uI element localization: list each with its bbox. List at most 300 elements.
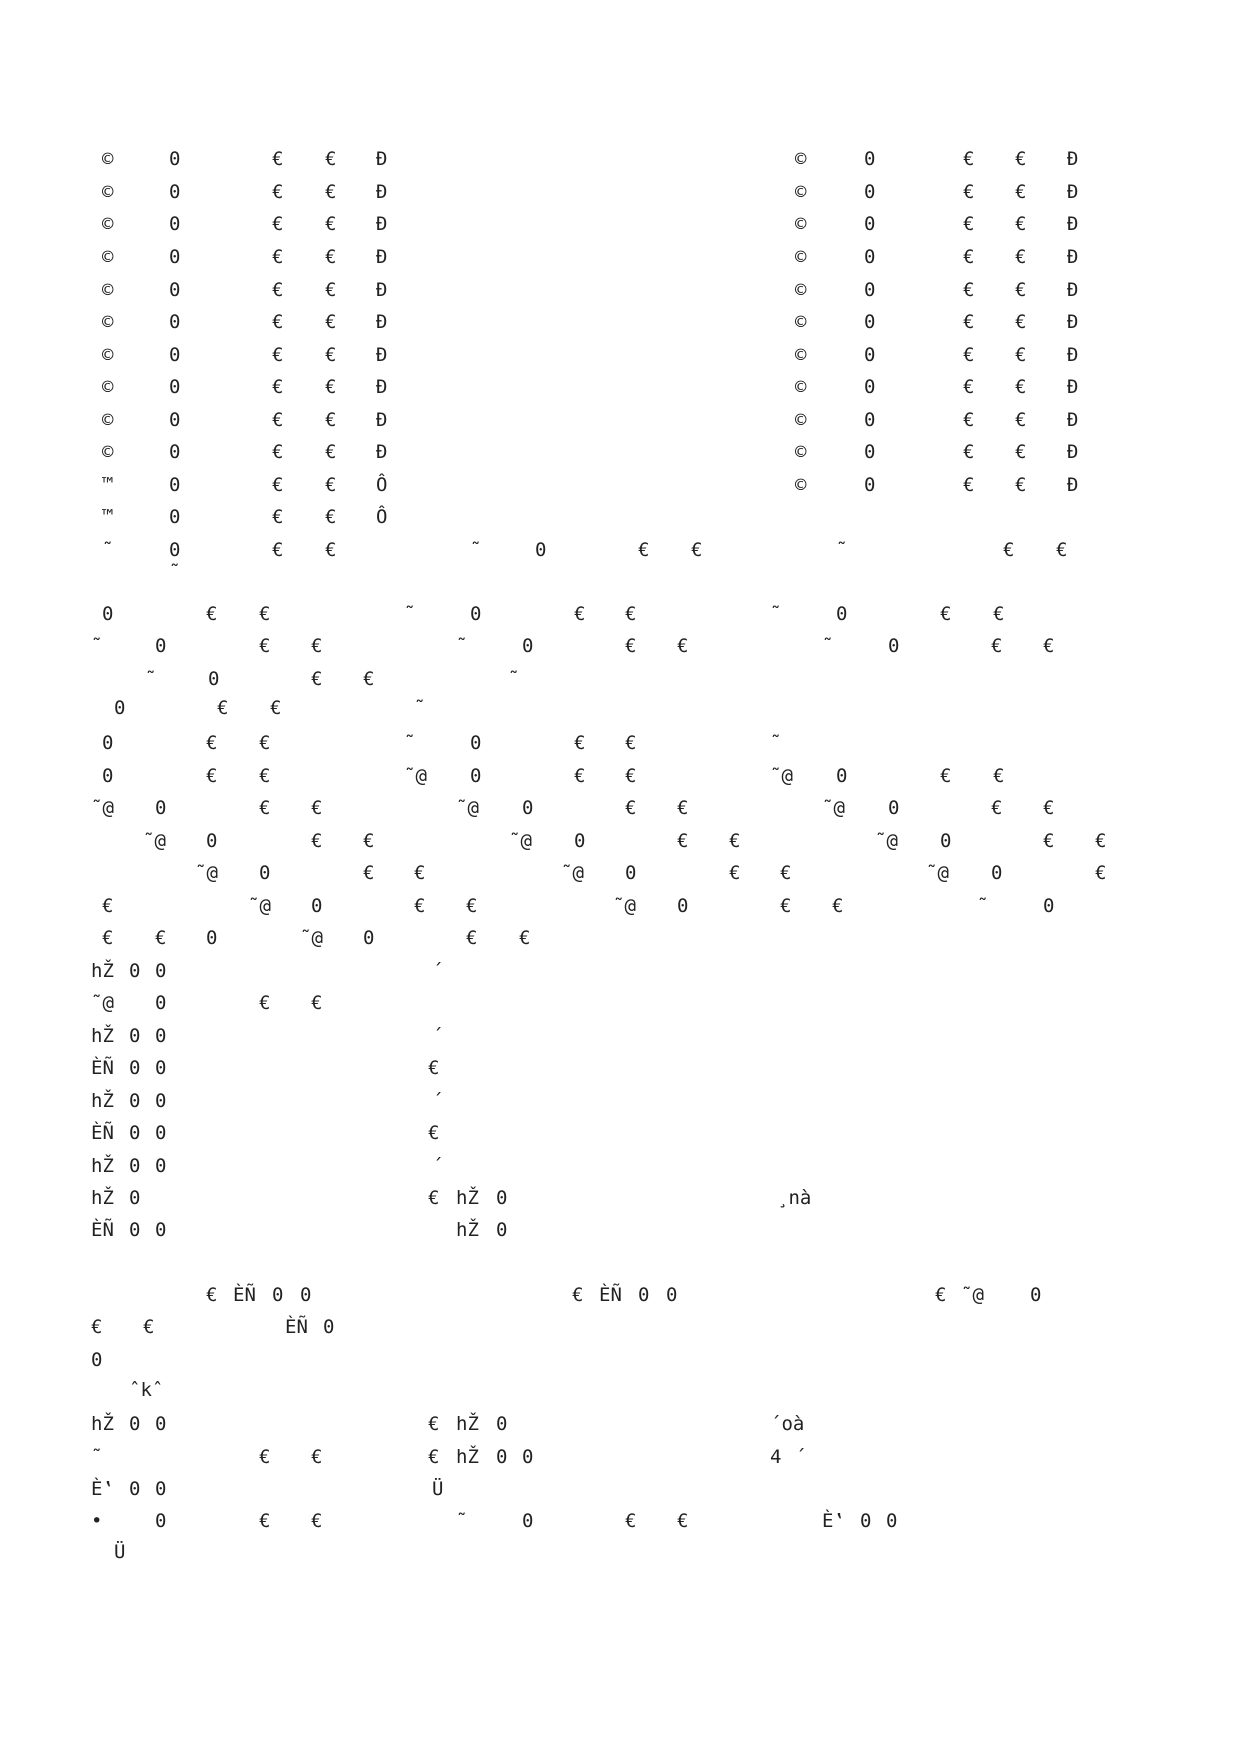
glyph: € — [272, 506, 284, 528]
glyph: € — [259, 797, 271, 819]
glyph: ˜ — [456, 1510, 468, 1532]
glyph: ˆkˆ — [129, 1379, 164, 1401]
glyph: € — [363, 862, 375, 884]
glyph: € — [1015, 311, 1027, 333]
glyph: € — [272, 376, 284, 398]
glyph: ˜ — [91, 1446, 103, 1468]
glyph: Ð — [376, 441, 388, 463]
glyph: € — [574, 603, 586, 625]
glyph: hŽ — [91, 960, 114, 982]
glyph: 0 — [169, 148, 181, 170]
glyph: € — [625, 1510, 637, 1532]
glyph: € — [272, 213, 284, 235]
glyph: € — [259, 1510, 271, 1532]
glyph: 0 — [864, 213, 876, 235]
glyph: € — [729, 862, 741, 884]
glyph: hŽ — [91, 1025, 114, 1047]
glyph: € — [325, 409, 337, 431]
glyph: € — [206, 732, 218, 754]
glyph: 0 — [169, 441, 181, 463]
glyph: € — [1043, 830, 1055, 852]
glyph: 0 — [129, 1122, 141, 1144]
glyph: € — [935, 1284, 947, 1306]
glyph: € — [832, 895, 844, 917]
glyph: 0 — [638, 1284, 650, 1306]
glyph: • — [91, 1510, 103, 1532]
glyph: 0 — [155, 1510, 167, 1532]
glyph: 0 — [169, 539, 181, 561]
glyph: 0 — [155, 1122, 167, 1144]
glyph: 0 — [169, 376, 181, 398]
glyph: ˜ — [169, 561, 181, 583]
glyph: 0 — [91, 1349, 103, 1371]
glyph: € — [428, 1446, 440, 1468]
glyph: € — [272, 181, 284, 203]
glyph: ÈÑ — [285, 1316, 308, 1338]
glyph: ˜@ — [300, 927, 323, 949]
glyph: € — [574, 765, 586, 787]
glyph: ´oà — [770, 1413, 805, 1435]
glyph: Ð — [1067, 441, 1079, 463]
glyph: Ð — [1067, 148, 1079, 170]
glyph: 0 — [860, 1510, 872, 1532]
glyph: ÈÑ — [91, 1057, 114, 1079]
glyph: € — [363, 668, 375, 690]
glyph: Ð — [1067, 181, 1079, 203]
glyph: € — [414, 862, 426, 884]
glyph: © — [102, 148, 114, 170]
glyph: Ð — [1067, 376, 1079, 398]
glyph: ¸nà — [777, 1187, 812, 1209]
glyph: Ü — [432, 1478, 444, 1500]
glyph: ÈÑ — [91, 1219, 114, 1241]
glyph: € — [963, 409, 975, 431]
glyph: ˜ — [145, 668, 157, 690]
glyph: € — [1015, 148, 1027, 170]
glyph: 0 — [864, 181, 876, 203]
glyph: Ð — [1067, 213, 1079, 235]
glyph: € — [940, 765, 952, 787]
glyph: 0 — [129, 1219, 141, 1241]
glyph: ˜ — [977, 895, 989, 917]
glyph: ˜ — [836, 539, 848, 561]
glyph: € — [325, 181, 337, 203]
glyph: 0 — [129, 1187, 141, 1209]
glyph: ˜ — [404, 603, 416, 625]
glyph: € — [206, 1284, 218, 1306]
glyph: 0 — [129, 960, 141, 982]
glyph: € — [325, 441, 337, 463]
glyph: 0 — [129, 1413, 141, 1435]
glyph: € — [311, 1510, 323, 1532]
glyph: 0 — [155, 1155, 167, 1177]
glyph: © — [102, 344, 114, 366]
glyph: 0 — [625, 862, 637, 884]
glyph: 0 — [169, 344, 181, 366]
glyph: € — [206, 765, 218, 787]
glyph: 0 — [208, 668, 220, 690]
glyph: © — [795, 148, 807, 170]
glyph: 0 — [169, 474, 181, 496]
glyph: 0 — [155, 960, 167, 982]
glyph: 0 — [129, 1155, 141, 1177]
glyph: 0 — [836, 765, 848, 787]
glyph: Ð — [1067, 311, 1079, 333]
glyph: 0 — [169, 213, 181, 235]
glyph: € — [325, 311, 337, 333]
glyph: € — [993, 765, 1005, 787]
glyph: ´ — [432, 1090, 444, 1112]
glyph: € — [1095, 830, 1107, 852]
glyph: hŽ — [456, 1413, 479, 1435]
glyph: € — [519, 927, 531, 949]
glyph: € — [1003, 539, 1015, 561]
glyph: 0 — [864, 474, 876, 496]
glyph: © — [102, 181, 114, 203]
glyph: 0 — [129, 1025, 141, 1047]
glyph: € — [1015, 246, 1027, 268]
glyph: € — [325, 474, 337, 496]
glyph: È‛ — [91, 1478, 114, 1500]
glyph: € — [780, 862, 792, 884]
glyph: € — [991, 797, 1003, 819]
glyph: € — [1043, 797, 1055, 819]
glyph: 0 — [114, 697, 126, 719]
glyph: 0 — [155, 1057, 167, 1079]
glyph: ˜@ — [456, 797, 479, 819]
glyph: € — [270, 697, 282, 719]
glyph: ˜@ — [404, 765, 427, 787]
glyph: hŽ — [91, 1090, 114, 1112]
glyph: € — [677, 635, 689, 657]
glyph: € — [217, 697, 229, 719]
glyph: hŽ — [456, 1446, 479, 1468]
glyph: hŽ — [456, 1187, 479, 1209]
glyph: 0 — [169, 409, 181, 431]
glyph: € — [1095, 862, 1107, 884]
glyph: © — [795, 344, 807, 366]
glyph: ˜@ — [770, 765, 793, 787]
glyph: © — [795, 213, 807, 235]
glyph: 0 — [470, 603, 482, 625]
glyph: 4 — [770, 1446, 782, 1468]
glyph: 0 — [522, 1510, 534, 1532]
glyph: ÈÑ — [233, 1284, 256, 1306]
glyph: 0 — [129, 1478, 141, 1500]
glyph: € — [572, 1284, 584, 1306]
glyph: ˜@ — [961, 1284, 984, 1306]
glyph: € — [677, 797, 689, 819]
glyph: € — [780, 895, 792, 917]
glyph: 0 — [155, 1025, 167, 1047]
glyph: © — [795, 441, 807, 463]
glyph: 0 — [300, 1284, 312, 1306]
glyph: 0 — [836, 603, 848, 625]
glyph: ˜ — [102, 539, 114, 561]
glyph: ™ — [102, 506, 114, 528]
glyph: € — [677, 1510, 689, 1532]
glyph: 0 — [991, 862, 1003, 884]
glyph: 0 — [886, 1510, 898, 1532]
glyph: € — [1043, 635, 1055, 657]
glyph: È‛ — [822, 1510, 845, 1532]
glyph: ˜@ — [613, 895, 636, 917]
glyph: © — [795, 279, 807, 301]
glyph: ˜@ — [195, 862, 218, 884]
glyph: € — [1015, 344, 1027, 366]
glyph: 0 — [864, 376, 876, 398]
glyph: 0 — [169, 311, 181, 333]
glyph: € — [143, 1316, 155, 1338]
glyph: ´ — [432, 960, 444, 982]
glyph: € — [272, 474, 284, 496]
glyph: 0 — [169, 279, 181, 301]
glyph: € — [466, 927, 478, 949]
glyph: 0 — [940, 830, 952, 852]
glyph: 0 — [522, 635, 534, 657]
glyph: € — [691, 539, 703, 561]
glyph: hŽ — [456, 1219, 479, 1241]
glyph: € — [325, 506, 337, 528]
glyph: Ð — [376, 213, 388, 235]
glyph: ´ — [795, 1446, 807, 1468]
glyph: © — [795, 409, 807, 431]
glyph: © — [795, 246, 807, 268]
glyph: ˜ — [770, 603, 782, 625]
glyph: 0 — [470, 765, 482, 787]
glyph: © — [102, 213, 114, 235]
glyph: € — [259, 603, 271, 625]
glyph: 0 — [864, 246, 876, 268]
glyph: ˜@ — [509, 830, 532, 852]
glyph: ˜@ — [91, 797, 114, 819]
glyph: € — [102, 927, 114, 949]
glyph: 0 — [574, 830, 586, 852]
glyph: € — [272, 441, 284, 463]
glyph: hŽ — [91, 1155, 114, 1177]
glyph: ˜ — [822, 635, 834, 657]
glyph: 0 — [864, 441, 876, 463]
glyph: € — [311, 635, 323, 657]
glyph: 0 — [864, 344, 876, 366]
glyph: ˜@ — [91, 992, 114, 1014]
glyph: © — [795, 474, 807, 496]
glyph: € — [1015, 279, 1027, 301]
glyph: ˜@ — [561, 862, 584, 884]
glyph: € — [325, 344, 337, 366]
glyph: € — [428, 1413, 440, 1435]
glyph: 0 — [155, 635, 167, 657]
glyph: € — [638, 539, 650, 561]
glyph: € — [993, 603, 1005, 625]
glyph: 0 — [864, 409, 876, 431]
glyph: € — [729, 830, 741, 852]
glyph: € — [625, 765, 637, 787]
glyph: ˜ — [91, 635, 103, 657]
glyph: © — [102, 246, 114, 268]
glyph: 0 — [888, 635, 900, 657]
glyph: € — [1015, 181, 1027, 203]
glyph: 0 — [323, 1316, 335, 1338]
glyph: ˜@ — [143, 830, 166, 852]
glyph: Ð — [1067, 344, 1079, 366]
glyph: € — [311, 992, 323, 1014]
glyph: 0 — [666, 1284, 678, 1306]
glyph: € — [574, 732, 586, 754]
glyph: 0 — [129, 1057, 141, 1079]
glyph: Ü — [114, 1541, 126, 1563]
glyph: € — [414, 895, 426, 917]
glyph: © — [102, 311, 114, 333]
glyph: 0 — [155, 1090, 167, 1112]
glyph: € — [963, 148, 975, 170]
glyph: 0 — [272, 1284, 284, 1306]
glyph: 0 — [496, 1446, 508, 1468]
glyph: € — [428, 1057, 440, 1079]
glyph: € — [1015, 474, 1027, 496]
glyph: € — [963, 213, 975, 235]
glyph: € — [625, 603, 637, 625]
glyph: 0 — [522, 797, 534, 819]
glyph: 0 — [864, 148, 876, 170]
glyph: 0 — [864, 311, 876, 333]
glyph: € — [311, 830, 323, 852]
glyph: 0 — [311, 895, 323, 917]
glyph: € — [325, 148, 337, 170]
glyph: 0 — [206, 927, 218, 949]
glyph: 0 — [522, 1446, 534, 1468]
glyph: ˜ — [404, 732, 416, 754]
glyph: € — [625, 797, 637, 819]
glyph: € — [325, 213, 337, 235]
glyph: Ô — [376, 474, 388, 496]
glyph: 0 — [677, 895, 689, 917]
glyph: 0 — [888, 797, 900, 819]
glyph: Ð — [376, 344, 388, 366]
glyph: € — [325, 246, 337, 268]
glyph: 0 — [470, 732, 482, 754]
glyph: 0 — [864, 279, 876, 301]
glyph: € — [259, 765, 271, 787]
glyph: 0 — [155, 797, 167, 819]
glyph: € — [259, 1446, 271, 1468]
glyph: Ð — [1067, 246, 1079, 268]
glyph: ˜@ — [248, 895, 271, 917]
glyph: ÈÑ — [599, 1284, 622, 1306]
glyph: Ð — [376, 148, 388, 170]
glyph: ˜@ — [875, 830, 898, 852]
glyph: 0 — [496, 1413, 508, 1435]
glyph: € — [677, 830, 689, 852]
glyph: € — [206, 603, 218, 625]
glyph: € — [259, 635, 271, 657]
glyph: © — [102, 441, 114, 463]
glyph: © — [102, 376, 114, 398]
glyph: € — [325, 279, 337, 301]
glyph: 0 — [535, 539, 547, 561]
glyph: € — [963, 311, 975, 333]
glyph: © — [795, 181, 807, 203]
glyph: € — [963, 246, 975, 268]
glyph: Ð — [376, 279, 388, 301]
glyph: ˜ — [770, 732, 782, 754]
glyph: ˜ — [508, 668, 520, 690]
glyph: 0 — [496, 1219, 508, 1241]
glyph: € — [272, 279, 284, 301]
glyph: € — [428, 1187, 440, 1209]
glyph: € — [1056, 539, 1068, 561]
glyph: Ð — [376, 376, 388, 398]
glyph: Ð — [1067, 409, 1079, 431]
glyph: 0 — [206, 830, 218, 852]
glyph: € — [272, 409, 284, 431]
glyph: ´ — [432, 1155, 444, 1177]
glyph: hŽ — [91, 1413, 114, 1435]
glyph: ˜ — [456, 635, 468, 657]
glyph: € — [1015, 376, 1027, 398]
glyph: 0 — [155, 992, 167, 1014]
glyph: € — [272, 148, 284, 170]
glyph: ˜ — [470, 539, 482, 561]
glyph: ´ — [432, 1025, 444, 1047]
glyph: 0 — [102, 603, 114, 625]
glyph: € — [311, 1446, 323, 1468]
glyph: 0 — [155, 1478, 167, 1500]
glyph: ÈÑ — [91, 1122, 114, 1144]
glyph: 0 — [363, 927, 375, 949]
glyph: © — [795, 311, 807, 333]
glyph: € — [311, 668, 323, 690]
glyph: 0 — [102, 732, 114, 754]
glyph: € — [91, 1316, 103, 1338]
glyph: € — [1015, 213, 1027, 235]
glyph: Ð — [376, 246, 388, 268]
glyph: Ô — [376, 506, 388, 528]
glyph: € — [963, 376, 975, 398]
glyph: € — [272, 311, 284, 333]
glyph: © — [795, 376, 807, 398]
glyph: € — [259, 992, 271, 1014]
glyph: 0 — [496, 1187, 508, 1209]
glyph: 0 — [259, 862, 271, 884]
glyph: ™ — [102, 474, 114, 496]
glyph: ˜@ — [822, 797, 845, 819]
glyph: € — [259, 732, 271, 754]
glyph: € — [963, 474, 975, 496]
glyph: Ð — [376, 181, 388, 203]
glyph: 0 — [169, 506, 181, 528]
glyph: ˜ — [414, 697, 426, 719]
glyph: € — [272, 344, 284, 366]
glyph: € — [102, 895, 114, 917]
glyph: hŽ — [91, 1187, 114, 1209]
glyph: € — [991, 635, 1003, 657]
glyph: € — [155, 927, 167, 949]
glyph: € — [1015, 409, 1027, 431]
glyph: € — [428, 1122, 440, 1144]
glyph: € — [963, 279, 975, 301]
glyph: € — [272, 539, 284, 561]
glyph: ˜@ — [926, 862, 949, 884]
glyph: 0 — [169, 246, 181, 268]
glyph: € — [625, 732, 637, 754]
glyph: 0 — [169, 181, 181, 203]
glyph: € — [325, 539, 337, 561]
glyph: 0 — [1043, 895, 1055, 917]
glyph: Ð — [376, 409, 388, 431]
glyph: € — [466, 895, 478, 917]
glyph: € — [325, 376, 337, 398]
